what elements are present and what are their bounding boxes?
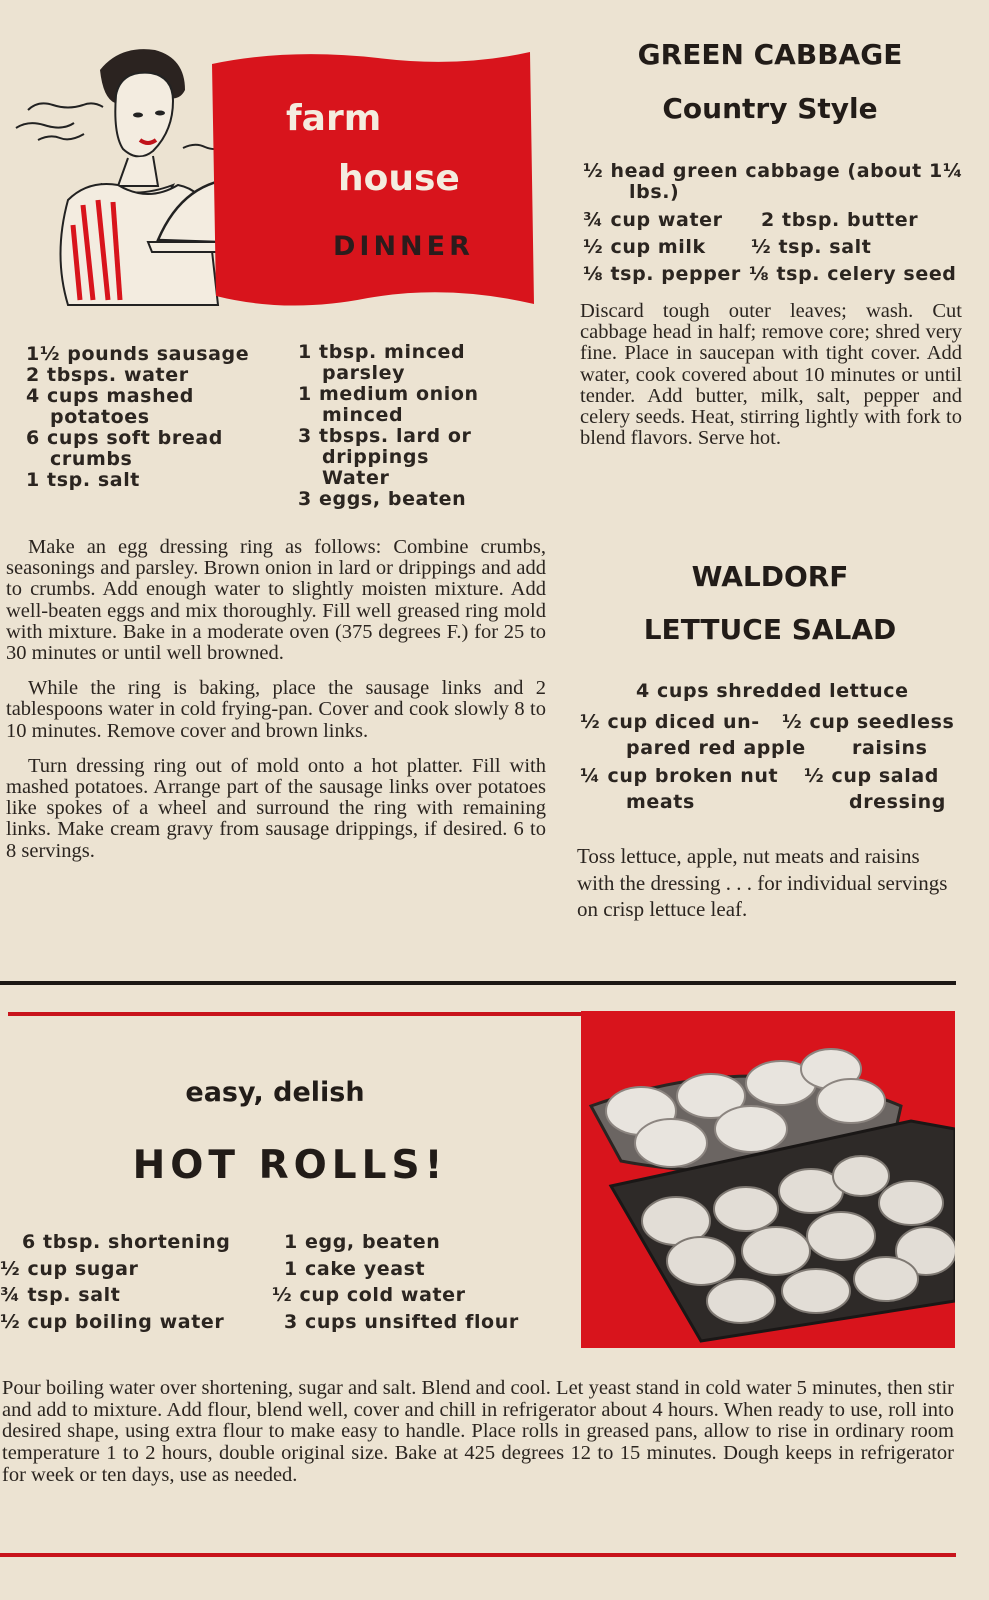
rolls-ingredients-left bbox=[0, 1229, 280, 1335]
ingredient: 6 tbsp. shortening bbox=[22, 1231, 231, 1253]
ingredient: 2 tbsps. water bbox=[26, 364, 189, 386]
banner-farm: farm bbox=[286, 98, 382, 139]
ingredient: meats bbox=[626, 791, 695, 813]
ingredient: ¾ cup water bbox=[583, 209, 723, 231]
directions-paragraph: Make an egg dressing ring as follows: Combine crumbs, seasonings and parsley. Brown onion in lard or drippings and add to crumbs. Add enough water to slightly moisten mixture. Add well-beaten eggs and mix thoroughly. Fill well greased ring mold with mixture. Bake in a moderate oven (375 degrees F.) for 25 to 30 minutes or until well browned. bbox=[6, 536, 546, 665]
ingredient: 2 tbsp. butter bbox=[761, 209, 919, 231]
cabbage-title: GREEN CABBAGE bbox=[637, 38, 903, 71]
ingredient: Water bbox=[322, 467, 390, 489]
ingredient: ⅛ tsp. celery seed bbox=[749, 263, 957, 285]
ingredient: 4 cups mashed bbox=[26, 385, 194, 407]
banner-dinner: DINNER bbox=[333, 231, 474, 262]
ingredient: 3 eggs, beaten bbox=[298, 488, 467, 510]
waldorf-ingredient-dressing bbox=[804, 763, 946, 815]
ingredient: crumbs bbox=[50, 448, 133, 470]
farmhouse-ingredients-left bbox=[26, 344, 296, 491]
ingredient: 6 cups soft bread bbox=[26, 427, 223, 449]
ingredient: 3 cups unsifted flour bbox=[284, 1310, 519, 1333]
ingredient: drippings bbox=[322, 446, 430, 468]
ingredient: ½ tsp. salt bbox=[751, 236, 872, 258]
waldorf-ingredient-apple bbox=[580, 709, 806, 761]
waldorf-title-2: LETTUCE SALAD bbox=[643, 613, 897, 646]
waldorf-ingredient-nuts bbox=[580, 763, 778, 815]
ingredient: 1 cake yeast bbox=[284, 1257, 426, 1280]
rolls-title: HOT ROLLS! bbox=[132, 1143, 448, 1188]
farmhouse-directions bbox=[6, 537, 546, 876]
ingredient: raisins bbox=[852, 737, 928, 759]
rolls-ingredients-right bbox=[272, 1229, 562, 1335]
banner-house: house bbox=[338, 158, 460, 199]
rolls-pans-image bbox=[581, 1011, 955, 1348]
ingredient: minced bbox=[322, 404, 404, 426]
ingredient: ½ cup seedless bbox=[782, 711, 955, 733]
rolls-kicker: easy, delish bbox=[185, 1077, 365, 1108]
directions-paragraph: Turn dressing ring out of mold onto a hot platter. Fill with mashed potatoes. Arrange part of the sausage links over potatoes like spokes of a wheel and surround the ring with remaining links. Make cream gravy from sausage drippings, if desired. 6 to 8 servings. bbox=[6, 754, 546, 862]
ingredient: 3 tbsps. lard or bbox=[298, 425, 472, 447]
farm-house-dinner-banner bbox=[208, 46, 538, 316]
directions-paragraph: While the ring is baking, place the sausage links and 2 tablespoons water in cold frying-pan. Cover and cook slowly 8 to 10 minutes. Remove cover and brown links. bbox=[6, 677, 546, 742]
red-rule-bottom bbox=[0, 1553, 956, 1557]
ingredient: dressing bbox=[849, 791, 946, 813]
ingredient: ½ cup salad bbox=[804, 765, 939, 787]
ingredient: ¾ tsp. salt bbox=[0, 1284, 121, 1306]
ingredient: ½ head green cabbage (about 1¼ bbox=[583, 160, 964, 182]
waldorf-title: WALDORF bbox=[691, 560, 849, 593]
ingredient: 1½ pounds sausage bbox=[26, 343, 250, 365]
section-divider bbox=[0, 981, 956, 985]
cabbage-ingredients bbox=[583, 161, 963, 203]
ingredient: pared red apple bbox=[626, 737, 806, 759]
farmhouse-ingredients-right bbox=[298, 342, 548, 510]
directions-paragraph: Pour boiling water over shortening, sugar and salt. Blend and cool. Let yeast stand in cold water 5 minutes, then stir and add to mixture. Add flour, blend well, cover and chill in refrigerator about 4 hours. When ready to use, roll into desired shape, using extra flour to make easy to handle. Place rolls in greased pans, allow to rise in ordinary room temperature 1 to 2 hours, double original size. Bake at 425 degrees 12 to 15 minutes. Dough keeps in refrigerator for week or ten days, use as needed. bbox=[2, 1377, 954, 1486]
ingredient: lbs.) bbox=[629, 181, 680, 203]
ingredient: 1 tsp. salt bbox=[26, 469, 140, 491]
ingredient: parsley bbox=[322, 362, 406, 384]
cabbage-subtitle: Country Style bbox=[662, 92, 878, 125]
directions-paragraph: Discard tough outer leaves; wash. Cut cabbage head in half; remove core; shred very fine. Place in saucepan with tight cover. Add water, cook covered about 10 minutes or until tender. Add butter, milk, salt, pepper and celery seeds. Heat, stirring lightly with fork to blend flavors. Serve hot. bbox=[580, 300, 962, 450]
rolls-directions bbox=[2, 1378, 954, 1487]
ingredient: 4 cups shredded lettuce bbox=[636, 680, 909, 702]
ingredient: ¼ cup broken nut bbox=[580, 765, 779, 787]
ingredient: ½ cup cold water bbox=[272, 1284, 466, 1306]
ingredient: 1 medium onion bbox=[298, 383, 479, 405]
ingredient: ⅛ tsp. pepper bbox=[583, 263, 741, 285]
ingredient: ½ cup milk bbox=[583, 236, 706, 258]
ingredient: ½ cup diced un- bbox=[580, 711, 760, 733]
ingredient: 1 egg, beaten bbox=[284, 1231, 441, 1253]
ingredient: potatoes bbox=[50, 406, 150, 428]
directions-paragraph: Toss lettuce, apple, nut meats and raisins with the dressing . . . for individual servings on crisp lettuce leaf. bbox=[577, 844, 948, 921]
ingredient: ½ cup boiling water bbox=[0, 1310, 225, 1333]
waldorf-directions bbox=[577, 843, 959, 923]
rolls-photo bbox=[581, 1011, 955, 1348]
cabbage-directions bbox=[580, 301, 962, 449]
waldorf-ingredient-raisins bbox=[782, 709, 954, 761]
ingredient: 1 tbsp. minced bbox=[298, 341, 466, 363]
ingredient: ½ cup sugar bbox=[0, 1257, 139, 1280]
red-rule bbox=[8, 1012, 581, 1016]
